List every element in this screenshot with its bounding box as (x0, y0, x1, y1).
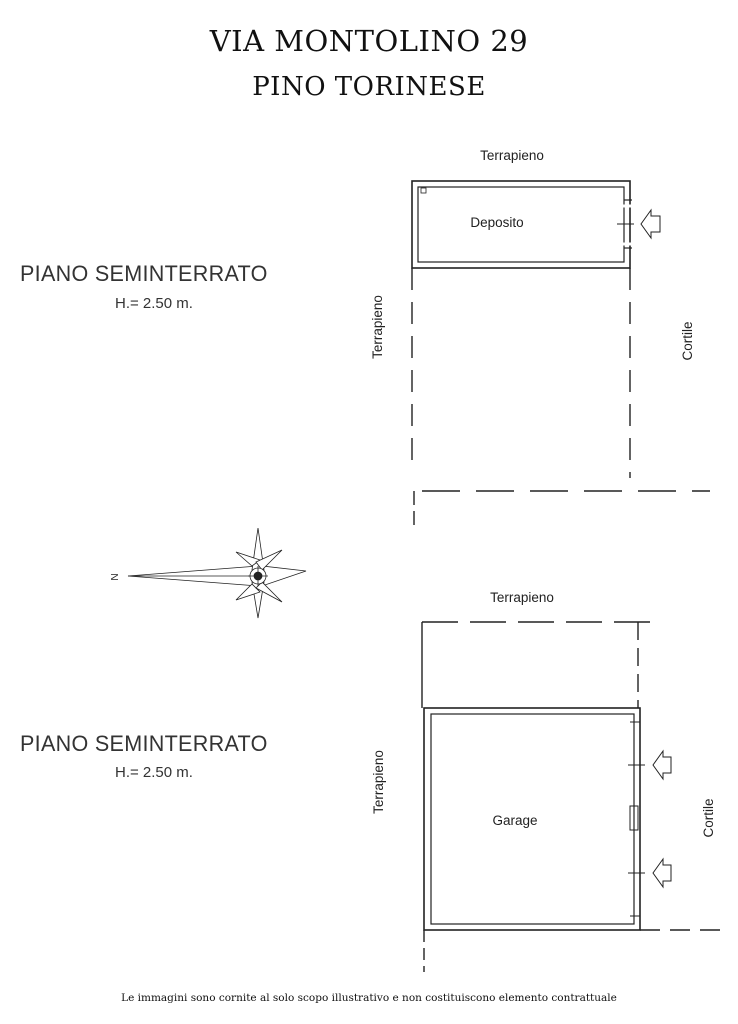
small-column-marker (421, 188, 426, 193)
upper-plan-labels (370, 148, 695, 361)
entrance-arrow-icon (653, 859, 671, 887)
disclaimer-text: Le immagini sono cornite al solo scopo illustrativo e non costituiscono elemento contrattuale (121, 992, 617, 1004)
upper-side-right-label: Cortile (680, 321, 695, 361)
address-title: VIA MONTOLINO 29 (209, 24, 529, 58)
floor-label-upper: PIANO SEMINTERRATO (20, 261, 268, 286)
deposito-room-label: Deposito (470, 215, 524, 230)
lower-side-right-label: Cortile (701, 798, 716, 838)
lower-side-left-label: Terrapieno (371, 750, 386, 814)
lower-side-top-label: Terrapieno (490, 590, 554, 605)
upper-side-left-label: Terrapieno (370, 295, 385, 359)
upper-side-top-label: Terrapieno (480, 148, 544, 163)
height-label-upper: H.= 2.50 m. (115, 295, 193, 312)
compass-rose-icon (128, 528, 306, 618)
deposito-plan (412, 181, 710, 530)
compass-north-letter: N (108, 573, 119, 581)
floor-label-lower: PIANO SEMINTERRATO (20, 731, 268, 756)
city-subtitle: PINO TORINESE (252, 72, 486, 102)
garage-room-label: Garage (492, 813, 538, 828)
height-label-lower: H.= 2.50 m. (115, 764, 193, 781)
entrance-arrow-icon (641, 210, 660, 238)
garage-plan (422, 622, 720, 972)
entrance-arrow-icon (653, 751, 671, 779)
